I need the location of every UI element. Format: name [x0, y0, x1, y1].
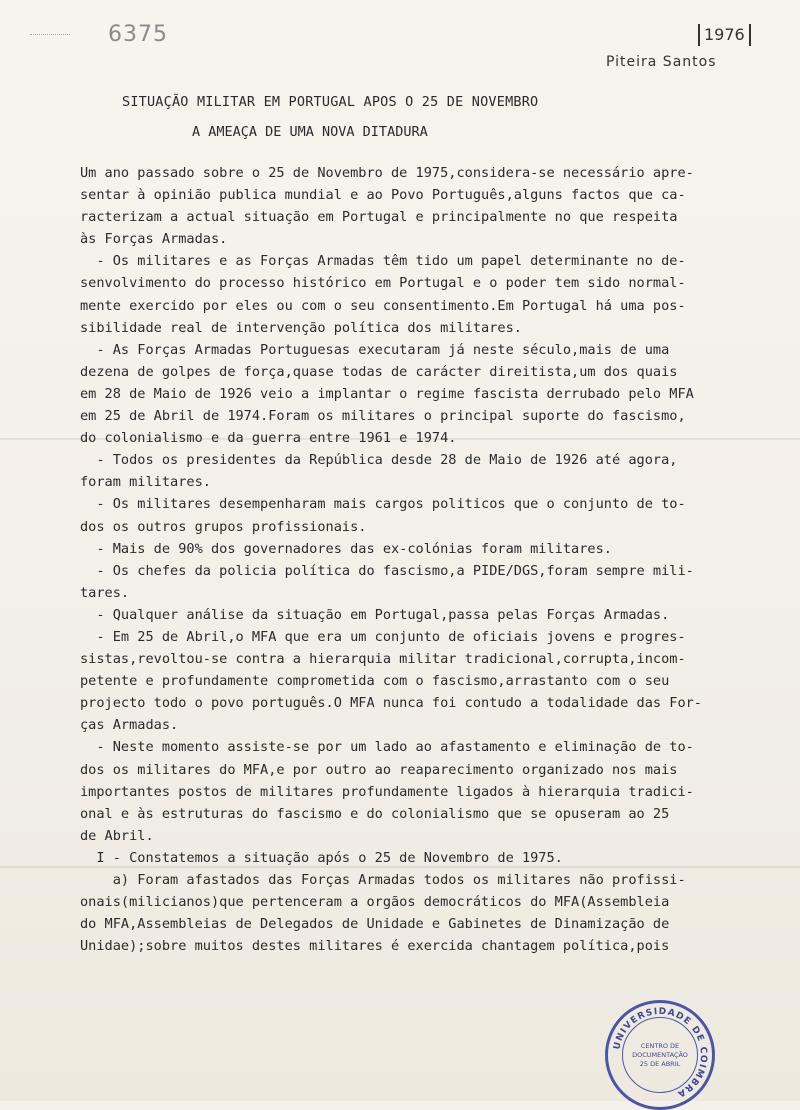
- text-line: sistas,revoltou-se contra a hierarquia militar tradicional,corrupta,incom-: [80, 651, 686, 668]
- text-line: racterizam a actual situação em Portugal e principalmente no que respeita: [80, 209, 678, 226]
- text-line: onal e às estruturas do fascismo e do colonialismo que se opuseram ao 25: [80, 805, 670, 822]
- text-line: mente exercido por eles ou com o seu consentimento.Em Portugal há uma pos-: [80, 297, 686, 314]
- archive-number: 6375: [108, 22, 168, 47]
- text-line: dos os outros grupos profissionais.: [80, 518, 367, 535]
- text-line: projecto todo o povo português.O MFA nunca foi contudo a todalidade das For-: [80, 695, 702, 712]
- text-line: Unidae);sobre muitos destes militares é exercida chantagem política,pois: [80, 938, 670, 955]
- text-line: tares.: [80, 584, 130, 601]
- author-annotation: Piteira Santos: [606, 54, 717, 70]
- text-line: do colonialismo e da guerra entre 1961 e 1974.: [80, 430, 457, 447]
- stamp-center: [622, 1017, 698, 1093]
- text-line: importantes postos de militares profundamente ligados à hierarquia tradici-: [80, 783, 694, 800]
- text-line: dos os militares do MFA,e por outro ao reaparecimento organizado nos mais: [80, 761, 678, 778]
- year-annotation: 1976: [698, 24, 751, 46]
- text-line: senvolvimento do processo histórico em Portugal e o poder tem sido normal-: [80, 275, 686, 292]
- text-line: às Forças Armadas.: [80, 231, 228, 248]
- text-line: - Qualquer análise da situação em Portugal,passa pelas Forças Armadas.: [80, 606, 670, 623]
- text-line: - Em 25 de Abril,o MFA que era um conjunto de oficiais jovens e progres-: [80, 628, 686, 645]
- stamp-line: DOCUMENTAÇÃO: [632, 1050, 688, 1059]
- text-line: a) Foram afastados das Forças Armadas todos os militares não profissi-: [80, 872, 686, 888]
- document-title: SITUAÇÃO MILITAR EM PORTUGAL APOS O 25 DE NOVEMBRO: [122, 94, 539, 110]
- text-line: Um ano passado sobre o 25 de Novembro de 1975,considera-se necessário apre-: [80, 165, 694, 181]
- text-line: ças Armadas.: [80, 717, 179, 734]
- text-line: dezena de golpes de força,quase todas de carácter direitista,um dos quais: [80, 363, 678, 380]
- text-line: - Os militares e as Forças Armadas têm tido um papel determinante no de-: [80, 253, 686, 270]
- text-line: - As Forças Armadas Portuguesas executaram já neste século,mais de uma: [80, 341, 670, 358]
- text-line: petente e profundamente comprometida com o fascismo,arrastanto com o seu: [80, 673, 670, 690]
- archive-stamp: [605, 1000, 715, 1110]
- svg-text:UNIVERSIDADE DE COIMBRA: UNIVERSIDADE DE COIMBRA: [612, 1006, 709, 1099]
- text-line: - Todos os presidentes da República desde 28 de Maio de 1926 até agora,: [80, 452, 678, 469]
- stamp-line: 25 DE ABRIL: [639, 1059, 681, 1068]
- document-body: [80, 162, 750, 957]
- text-line: de Abril.: [80, 827, 154, 844]
- stamp-line: CENTRO DE: [640, 1041, 680, 1050]
- text-line: onais(milicianos)que pertenceram a orgãos democráticos do MFA(Assembleia: [80, 894, 670, 911]
- text-line: - Neste momento assiste-se por um lado ao afastamento e eliminação de to-: [80, 739, 694, 756]
- text-line: em 25 de Abril de 1974.Foram os militares o principal suporte do fascismo,: [80, 408, 686, 425]
- text-line: foram militares.: [80, 474, 211, 491]
- text-line: - Mais de 90% dos governadores das ex-colónias foram militares.: [80, 540, 612, 557]
- document-subtitle: A AMEAÇA DE UMA NOVA DITADURA: [192, 124, 428, 140]
- text-line: em 28 de Maio de 1926 veio a implantar o regime fascista derrubado pelo MFA: [80, 385, 694, 402]
- text-line: sentar à opinião publica mundial e ao Povo Português,alguns factos que ca-: [80, 187, 686, 204]
- text-line: - Os chefes da policia política do fascismo,a PIDE/DGS,foram sempre mili-: [80, 562, 694, 579]
- text-line: sibilidade real de intervenção política dos militares.: [80, 319, 522, 336]
- pencil-mark: [30, 34, 70, 41]
- text-line: - Os militares desempenharam mais cargos politicos que o conjunto de to-: [80, 496, 686, 513]
- text-line: I - Constatemos a situação após o 25 de Novembro de 1975.: [80, 849, 563, 866]
- text-line: do MFA,Assembleias de Delegados de Unidade e Gabinetes de Dinamização de: [80, 916, 670, 933]
